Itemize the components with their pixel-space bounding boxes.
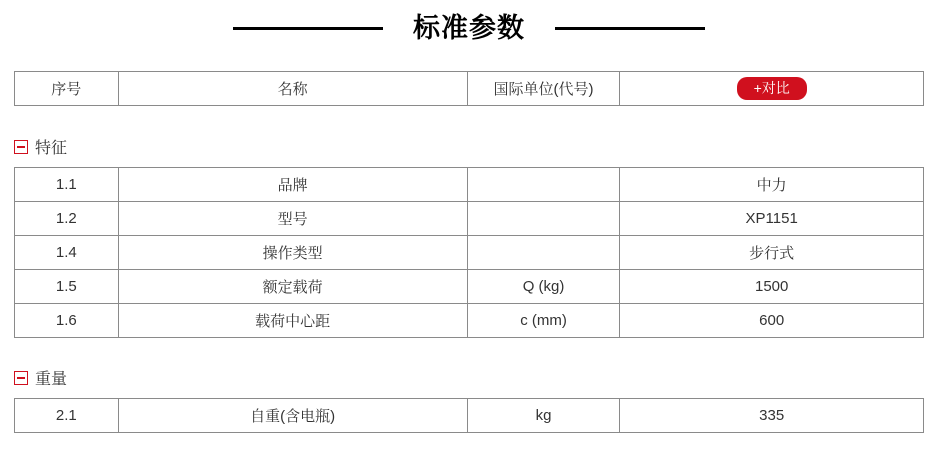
row-number: 1.4: [15, 236, 119, 270]
param-name: 操作类型: [118, 236, 467, 270]
table-row: [15, 270, 924, 304]
param-value: XP1151: [620, 202, 924, 236]
table-row: [15, 399, 924, 433]
collapse-minus-icon[interactable]: [14, 371, 28, 385]
header-col-unit: 国际单位(代号): [467, 72, 620, 106]
features-table: [14, 167, 924, 338]
param-value: 335: [620, 399, 924, 433]
param-unit: Q (kg): [467, 270, 620, 304]
header-col-no: 序号: [15, 72, 119, 106]
param-name: 型号: [118, 202, 467, 236]
param-value: 步行式: [620, 236, 924, 270]
spec-header-table: [14, 71, 924, 106]
title-left-line: [233, 27, 383, 30]
param-value: 600: [620, 304, 924, 338]
header-col-name: 名称: [118, 72, 467, 106]
compare-button[interactable]: +对比: [737, 77, 807, 100]
weight-table: [14, 398, 924, 433]
section-title: 重量: [35, 371, 68, 388]
row-number: 1.1: [15, 168, 119, 202]
param-name: 品牌: [118, 168, 467, 202]
collapse-minus-icon[interactable]: [14, 140, 28, 154]
param-unit: [467, 236, 620, 270]
header-row: [15, 72, 924, 106]
row-number: 1.6: [15, 304, 119, 338]
param-name: 自重(含电瓶): [118, 399, 467, 433]
param-unit: kg: [467, 399, 620, 433]
section-title: 特征: [35, 140, 68, 157]
section-header-features: [14, 135, 924, 158]
row-number: 1.2: [15, 202, 119, 236]
page-title-block: [14, 0, 924, 44]
table-row: [15, 168, 924, 202]
param-value: 1500: [620, 270, 924, 304]
param-unit: [467, 168, 620, 202]
table-row: [15, 236, 924, 270]
section-header-weight: [14, 366, 924, 389]
param-value: 中力: [620, 168, 924, 202]
minus-glyph: [17, 146, 25, 148]
param-unit: c (mm): [467, 304, 620, 338]
param-name: 载荷中心距: [118, 304, 467, 338]
table-row: [15, 304, 924, 338]
param-name: 额定载荷: [118, 270, 467, 304]
page-title: 标准参数: [413, 13, 525, 43]
header-col-action: [620, 72, 924, 106]
param-unit: [467, 202, 620, 236]
minus-glyph: [17, 377, 25, 379]
title-right-line: [555, 27, 705, 30]
row-number: 1.5: [15, 270, 119, 304]
row-number: 2.1: [15, 399, 119, 433]
table-row: [15, 202, 924, 236]
